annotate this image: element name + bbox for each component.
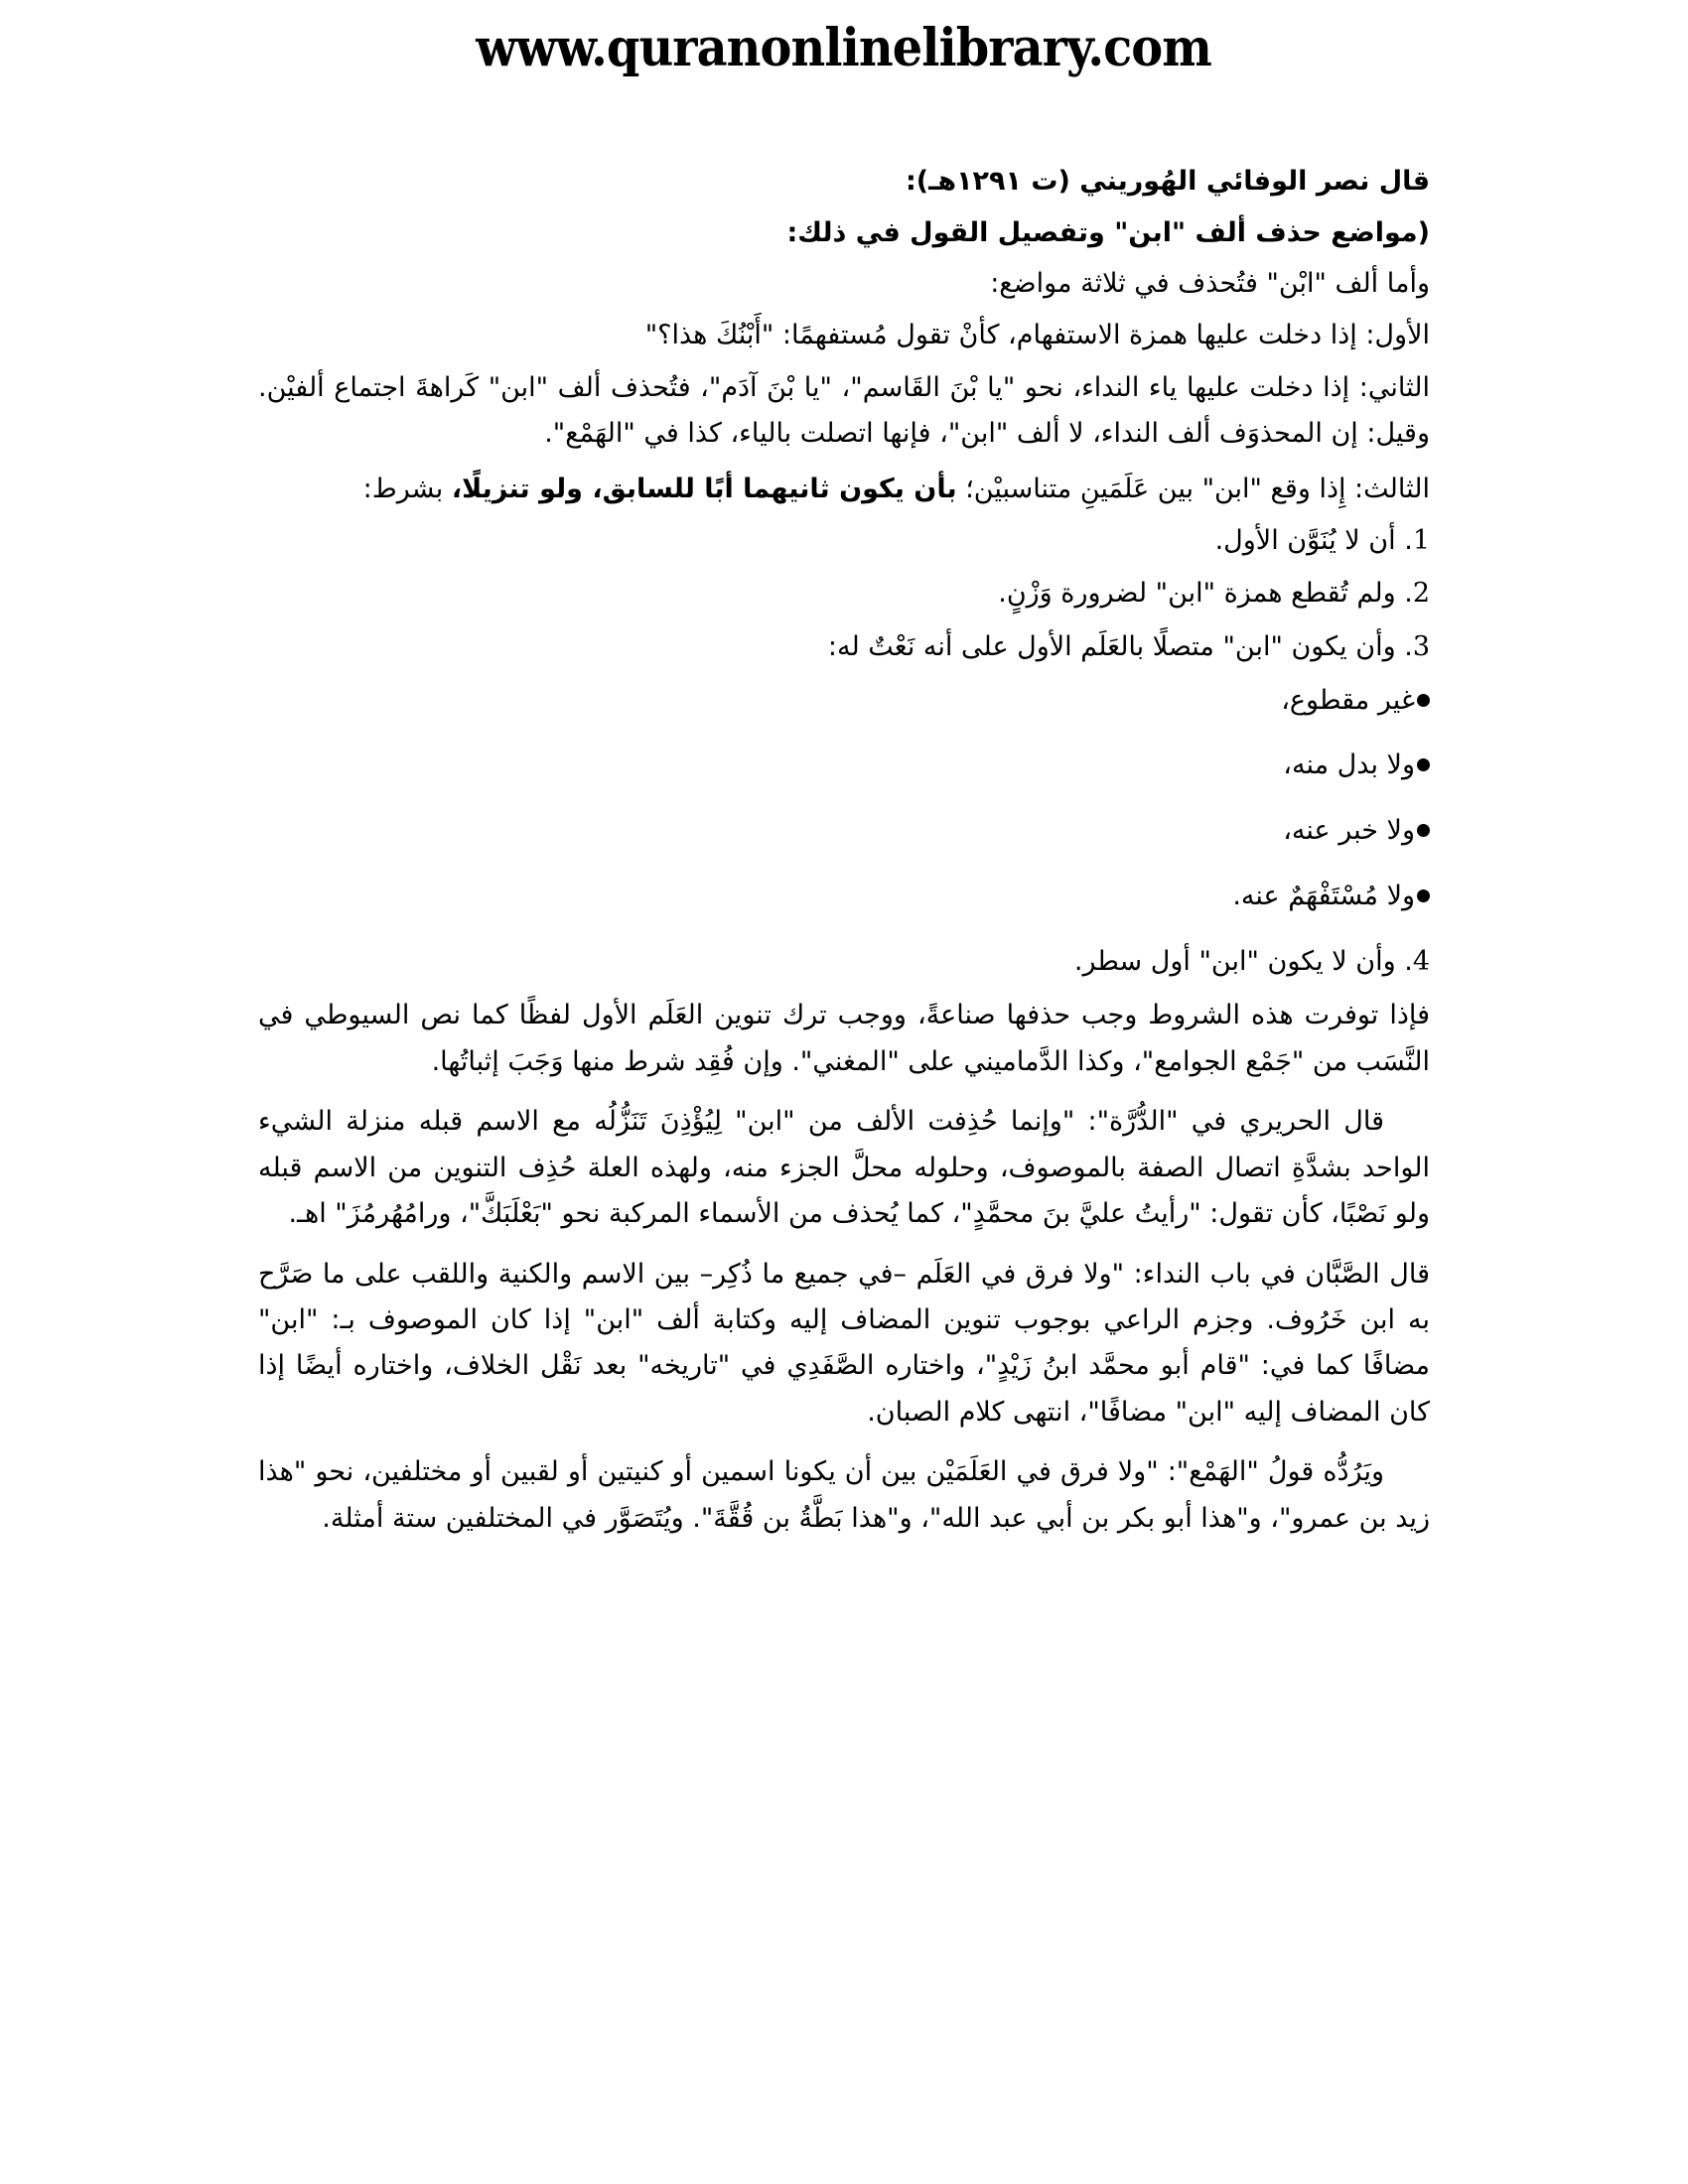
document-body: [258, 78, 1430, 1542]
condition-item: [258, 940, 1430, 984]
bullet-text: ولا مُسْتَفْهَمٌ عنه.: [1232, 880, 1415, 911]
condition-number: 4: [1412, 945, 1430, 977]
paragraph-block: [258, 1252, 1430, 1436]
bullet-item: [258, 679, 1430, 723]
bullet-text: ولا خبر عنه،: [1283, 815, 1415, 847]
case-second: الثاني: إذا دخلت عليها ياء النداء، نحو "يا بْنَ القَاسم"، "يا بْنَ آدَم"، فتُحذف ألف "ابن" كَراهةَ اجتماع ألفيْن. وقيل: إن المحذوَف ألف النداء، لا ألف "ابن"، فإنها اتصلت بالياء، كذا في "الهَمْع".: [258, 371, 1430, 450]
bullet-item: [258, 744, 1430, 787]
bullet-dot-icon: [1417, 824, 1430, 837]
bullet-text: غير مقطوع،: [1281, 684, 1415, 716]
bullet-dot-icon: [1417, 758, 1430, 771]
condition-dot: .: [1404, 945, 1413, 977]
paragraph-block: [258, 993, 1430, 1085]
case-third-lead: الثالث: إِذا وقع "ابن" بين عَلَمَينِ متناسبيْن؛: [965, 473, 1430, 504]
condition-item: [258, 625, 1430, 669]
paragraph-hariri-durra: قال الحريري في "الدُّرَّة": "وإنما حُذِفت الألف من "ابن" لِيُؤْذِنَ تَنَزُّلُه مع الاسم قبله منزلة الشيء الواحد بشدَّةِ اتصال الصفة بالموصوف، وحلوله محلَّ الجزء منه، ولهذه العلة حُذِف التنوين من الاسم قبله ولو نَصْبًا، كأن تقول: "رأيتُ عليَّ بنَ محمَّدٍ"، كما يُحذف من الأسماء المركبة نحو "بَعْلَبَكَّ"، ورامُهُرمُزَ" اهـ.: [258, 1106, 1430, 1230]
nuance-bullets: [258, 679, 1430, 918]
condition-dot: .: [1404, 578, 1413, 610]
site-watermark-header: [0, 0, 1688, 78]
site-watermark-text: www.quranonlinelibrary.com: [476, 18, 1212, 78]
case-third: [330, 468, 1430, 511]
paragraph-conditions-result: فإذا توفرت هذه الشروط وجب حذفها صناعةً، ووجب ترك تنوين العَلَم الأول لفظًا كما نص السيوطي في النَّسَب من "جَمْع الجوامع"، وكذا الدَّماميني على "المغني". وإن فُقِد شرط منها وَجَبَ إثباتُها.: [258, 1000, 1430, 1077]
condition-dot: .: [1404, 631, 1413, 663]
condition-item: [258, 519, 1430, 563]
condition-number: 2: [1412, 578, 1430, 610]
section-title: (مواضع حذف ألف "ابن" وتفصيل القول في ذلك:: [786, 216, 1430, 248]
bullet-dot-icon: [1417, 694, 1430, 707]
condition-number: 1: [1412, 524, 1430, 556]
bullet-dot-icon: [1417, 889, 1430, 902]
paragraph-sabban-nida: قال الصَّبَّان في باب النداء: "ولا فرق في العَلَم –في جميع ما ذُكِر– بين الاسم والكنية واللقب على ما صَرَّح به ابن خَرُوف. وجزم الراعي بوجوب تنوين المضاف إليه وكتابة ألف "ابن" إذا كان الموصوف بـ: "ابن" مضافًا كما في: "قام أبو محمَّد ابنُ زَيْدٍ"، واختاره الصَّفَدِي في "تاريخه" بعد نَقْل الخلاف، واختاره أيضًا إذا كان المضاف إليه "ابن" مضافًا"، انتهى كلام الصبان.: [258, 1258, 1430, 1428]
condition-text: وأن يكون "ابن" متصلًا بالعَلَم الأول على أنه نَعْتٌ له:: [827, 631, 1396, 663]
case-third-emphasis: بأن يكون ثانيهما أبًا للسابق، ولو تنزيلًا،: [451, 473, 957, 504]
condition-text: أن لا يُنَوَّن الأول.: [1214, 524, 1396, 556]
bullet-item: [258, 875, 1430, 918]
conditions-list-continued: [258, 940, 1430, 984]
condition-text: ولم تُقطع همزة "ابن" لضرورة وَزْنٍ.: [998, 578, 1396, 610]
condition-dot: .: [1404, 524, 1413, 556]
bullet-item: [258, 809, 1430, 853]
paragraph-block: [258, 1099, 1430, 1237]
attribution-line: قال نصر الوفائي الهُوريني (ت ١٢٩١هـ):: [905, 166, 1430, 197]
condition-number: 3: [1412, 631, 1430, 663]
intro-line: وأما ألف "ابْن" فتُحذف في ثلاثة مواضع:: [990, 268, 1430, 300]
conditions-list: [258, 519, 1430, 669]
condition-text: وأن لا يكون "ابن" أول سطر.: [1073, 945, 1396, 977]
condition-item: [258, 572, 1430, 615]
case-first: الأول: إذا دخلت عليها همزة الاستفهام، كأنْ تقول مُستفهمًا: "أَبْنُكَ هذا؟": [644, 320, 1430, 351]
case-third-tail: بشرط:: [362, 473, 444, 504]
paragraph-block: [258, 1449, 1430, 1542]
bullet-text: ولا بدل منه،: [1283, 750, 1415, 781]
paragraph-hamc-refutation: ويَرُدُّه قولُ "الهَمْع": "ولا فرق في العَلَمَيْن بين أن يكونا اسمين أو كنيتين أو لقبين أو مختلفين، نحو "هذا زيد بن عمرو"، و"هذا أبو بكر بن أبي عبد الله"، و"هذا بَطَّةُ بن قُقَّةَ". ويُتَصَوَّر في المختلفين ستة أمثلة.: [258, 1456, 1430, 1534]
top-spacer: [258, 146, 1430, 160]
